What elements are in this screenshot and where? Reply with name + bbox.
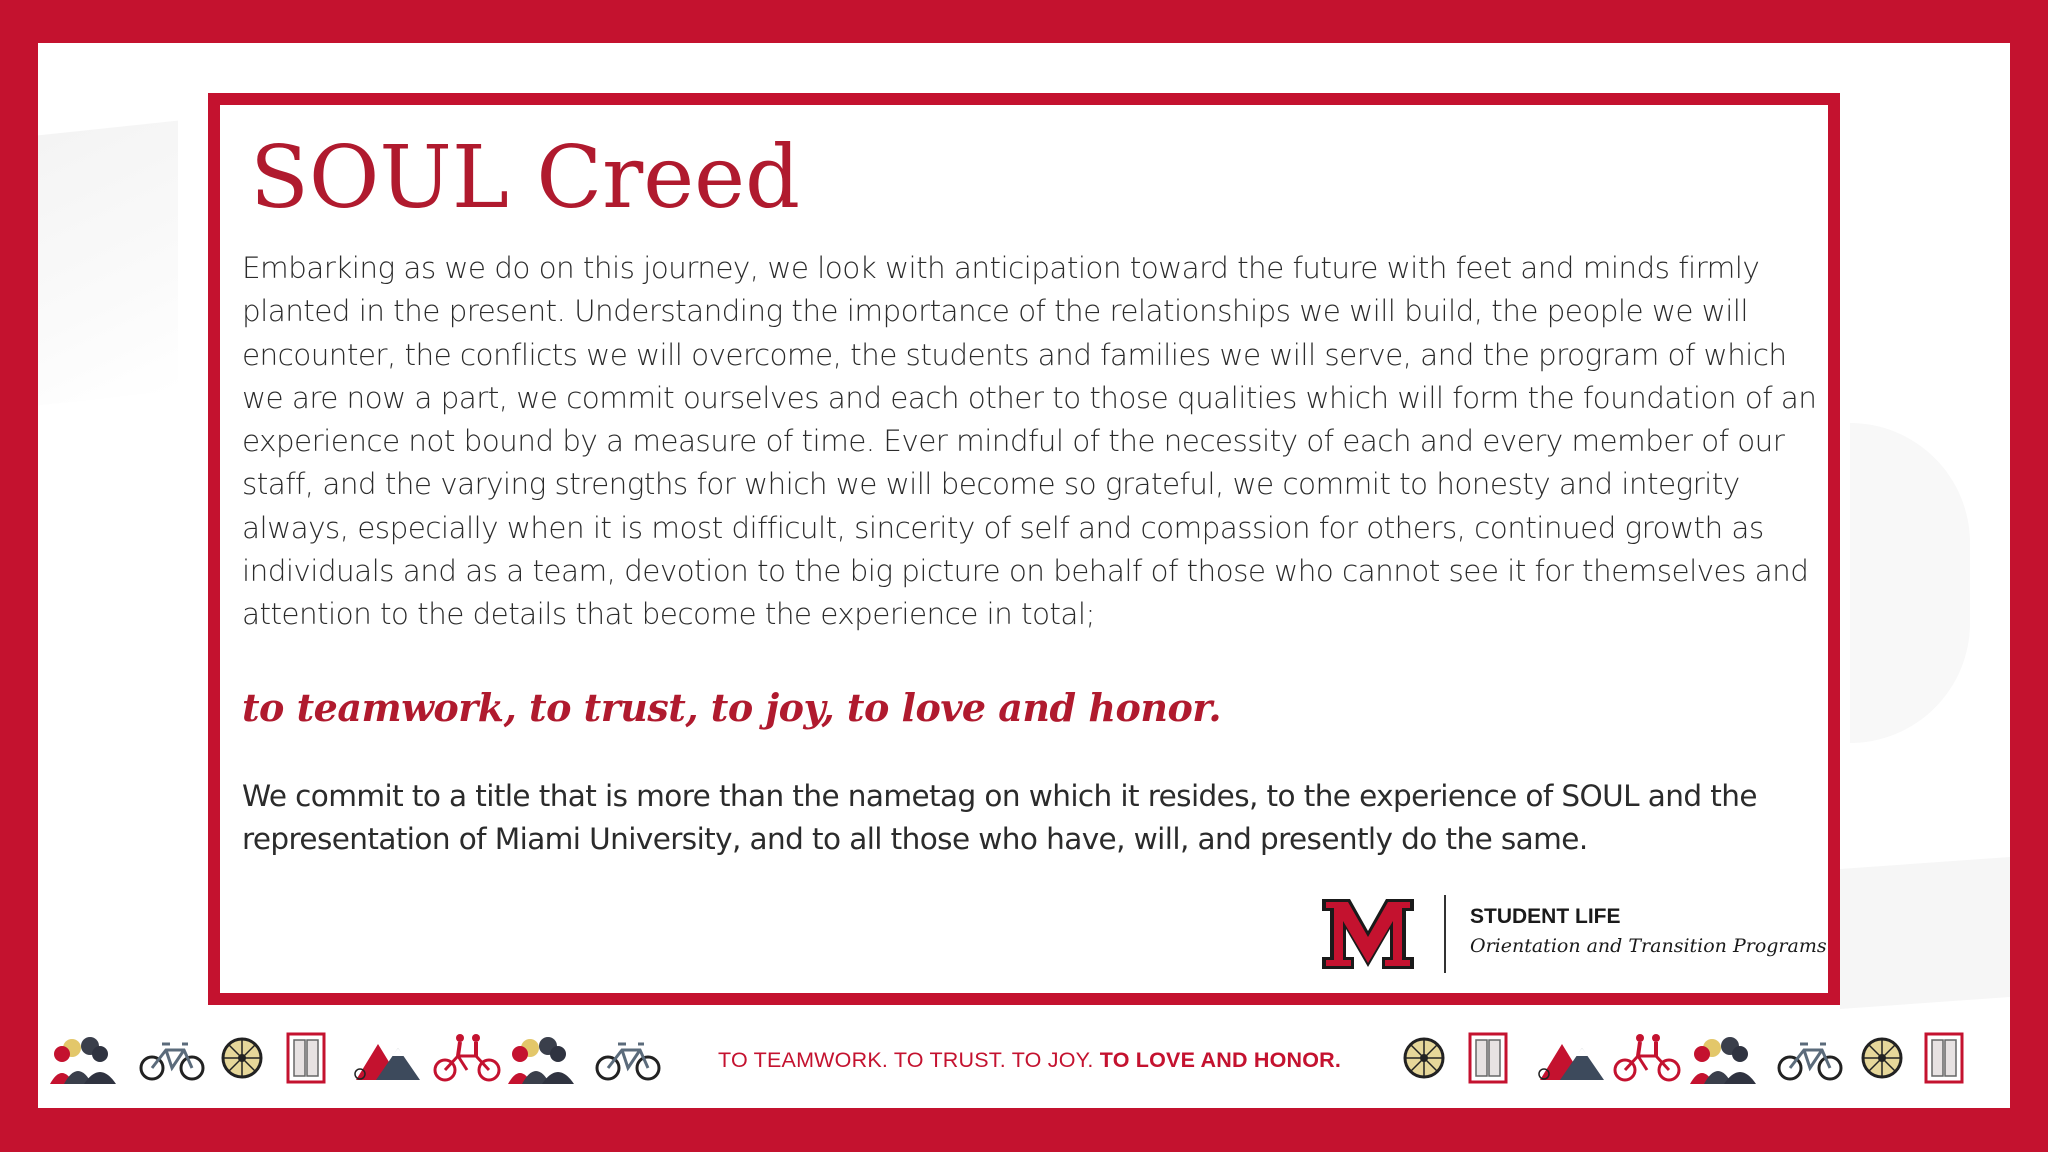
logo-program: Orientation and Transition Programs xyxy=(1470,935,1827,957)
footer-strip xyxy=(38,1028,2010,1098)
logo-student-life: STUDENT LIFE xyxy=(1470,905,1621,928)
bicycle-icon xyxy=(594,1028,662,1088)
background-shape xyxy=(1840,857,2010,1009)
background-shape xyxy=(1850,423,1970,743)
mountain-icon xyxy=(348,1028,420,1088)
people-icon xyxy=(1690,1028,1756,1088)
people-icon xyxy=(50,1028,116,1088)
creed-tagline: to teamwork, to trust, to joy, to love and honor. xyxy=(242,685,1222,730)
wheel-icon xyxy=(220,1028,264,1088)
wheel-icon xyxy=(1860,1028,1904,1088)
footer-tagline xyxy=(718,1048,1358,1073)
slide xyxy=(38,43,2010,1108)
footer-tagline-regular: TO TEAMWORK. TO TRUST. TO JOY. xyxy=(718,1048,1100,1072)
footer-tagline-bold: TO LOVE AND HONOR. xyxy=(1099,1048,1342,1072)
door-icon xyxy=(284,1028,328,1088)
tandem-bike-icon xyxy=(432,1028,502,1088)
mountain-icon xyxy=(1532,1028,1604,1088)
miami-logo xyxy=(1320,895,1827,975)
creed-closing: We commit to a title that is more than the nametag on which it resides, to the experience of SOUL and the representation of Miami University, and to all those who have, will, and presently do the same. xyxy=(242,779,1757,857)
bicycle-icon xyxy=(1776,1028,1844,1088)
background-shape xyxy=(38,121,178,406)
door-icon xyxy=(1922,1028,1966,1088)
tandem-bike-icon xyxy=(1612,1028,1682,1088)
creed-card xyxy=(208,93,1840,1005)
bicycle-icon xyxy=(138,1028,206,1088)
logo-divider xyxy=(1444,895,1446,973)
page-title: SOUL Creed xyxy=(250,128,801,228)
miami-m-icon xyxy=(1320,897,1416,971)
wheel-icon xyxy=(1402,1028,1446,1088)
creed-body: Embarking as we do on this journey, we look with anticipation toward the future with feet and minds firmly planted in the present. Understanding the importance of the relationships we will build, the people we will encounter, the conflicts we will overcome, the students and families we will serve, and the program of which we are now a part, we commit ourselves and each other to those qualities which will form the foundation of an experience not bound by a measure of time. Ever mindful of the necessity of each and every member of our staff, and the varying strengths for which we will become so grateful, we commit to honesty and integrity always, especially when it is most difficult, sincerity of self and compassion for others, continued growth as individuals and as a team, devotion to the big picture on behalf of those who cannot see it for themselves and attention to the details that become the experience in total; xyxy=(242,251,1817,632)
door-icon xyxy=(1466,1028,1510,1088)
people-icon xyxy=(508,1028,574,1088)
